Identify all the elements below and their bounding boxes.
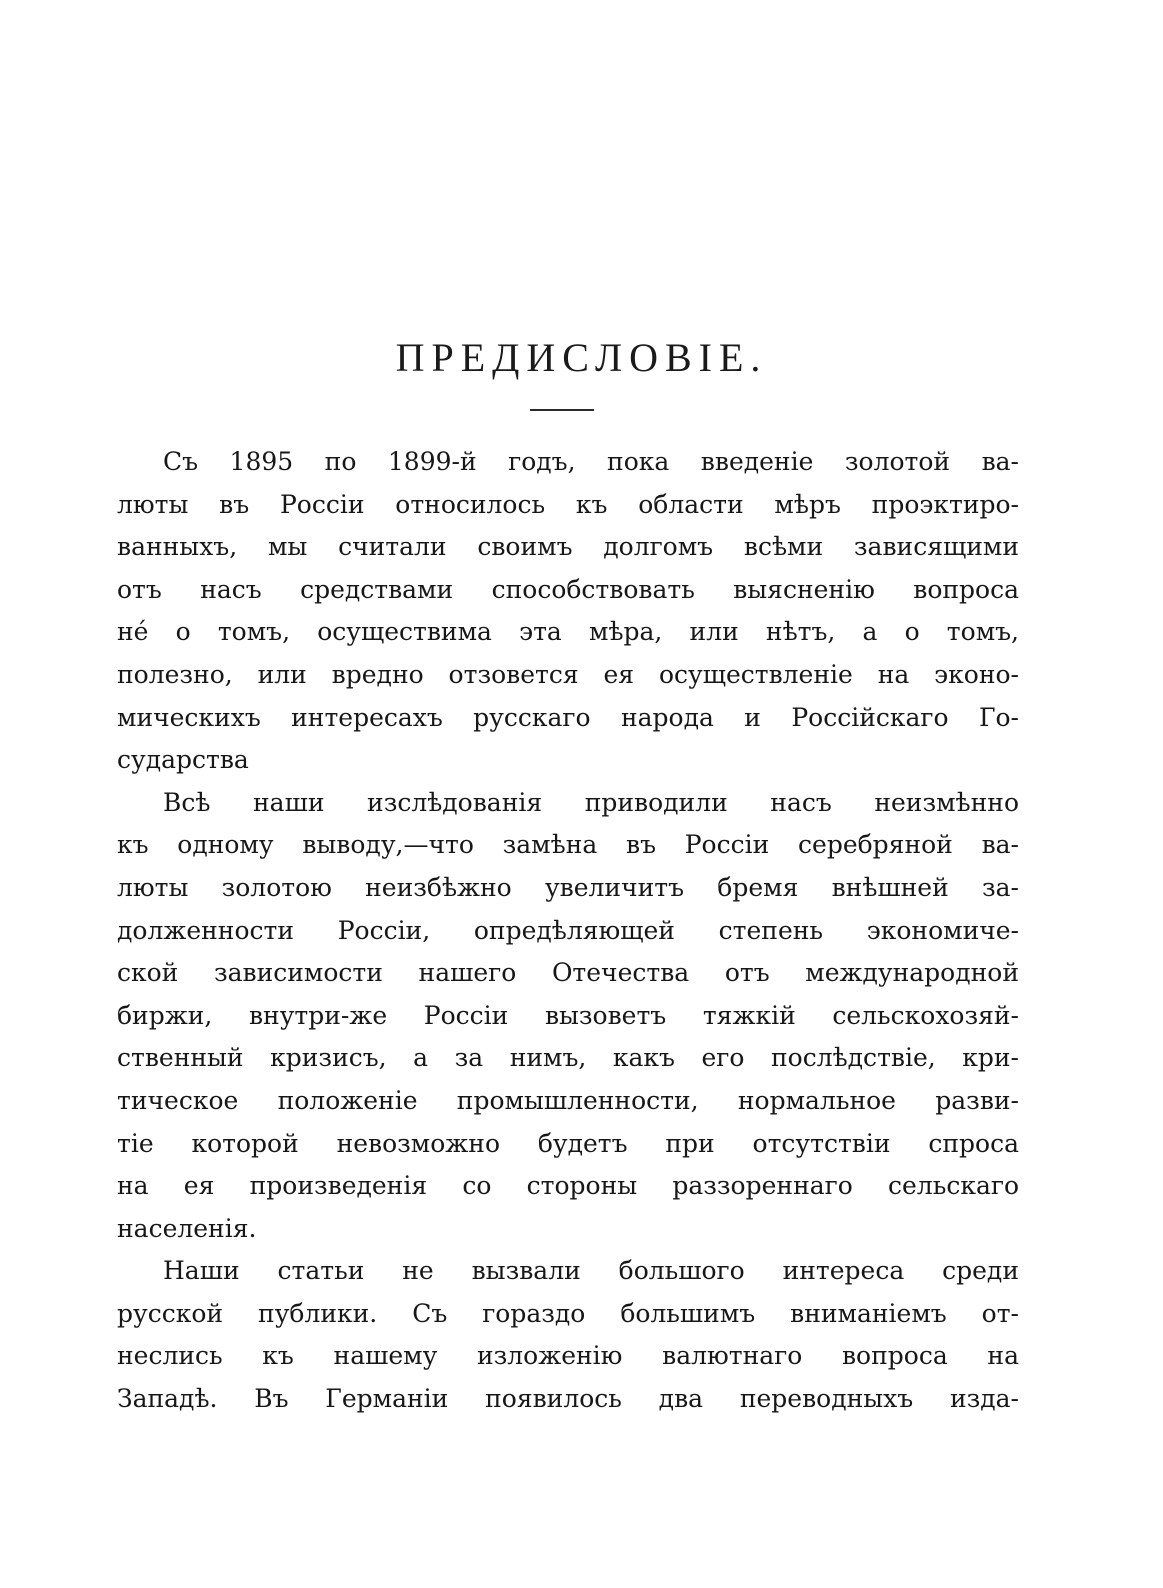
text-line: тическое положеніе промышленности, нормальное разви- (117, 1085, 1019, 1115)
paragraph-1 (117, 441, 1019, 782)
text-line: люты въ Россіи относилось къ области мѣръ проэктиро- (117, 489, 1019, 519)
text-line: къ одному выводу,—что замѣна въ Россіи серебряной ва- (117, 830, 1019, 860)
text-line: нé о томъ, осуществима эта мѣра, или нѣтъ, а о томъ, (117, 617, 1019, 647)
text-line: тіе которой невозможно будетъ при отсутствіи спроса (117, 1128, 1019, 1158)
text-line: полезно, или вредно отзовется ея осуществленіе на эконо- (117, 659, 1019, 689)
text-line: Западѣ. Въ Германіи появилось два переводныхъ изда- (117, 1384, 1019, 1414)
text-line: на ея произведенія со стороны раззореннаго сельскаго (117, 1171, 1019, 1201)
text-line: населенія. (117, 1213, 257, 1243)
text-line: ственный кризисъ, а за нимъ, какъ его послѣдствіе, кри- (117, 1043, 1019, 1073)
text-line: неслись къ нашему изложенію валютнаго вопроса на (117, 1341, 1019, 1371)
title-divider (530, 409, 594, 411)
paragraph-2 (117, 782, 1019, 1251)
text-line: русской публики. Съ гораздо большимъ вниманіемъ от- (117, 1298, 1019, 1328)
text-line: мическихъ интересахъ русскаго народа и Россійскаго Го- (117, 702, 1019, 732)
text-line: люты золотою неизбѣжно увеличитъ бремя внѣшней за- (117, 872, 1019, 902)
text-line: биржи, внутри-же Россіи вызоветъ тяжкій сельскохозяй- (117, 1000, 1019, 1030)
text-line: Наши статьи не вызвали большого интереса среди (163, 1256, 1019, 1286)
text-line: Съ 1895 по 1899-й годъ, пока введеніе золотой ва- (163, 447, 1019, 476)
text-line: ванныхъ, мы считали своимъ долгомъ всѣми зависящими (117, 532, 1019, 562)
preface-text (117, 441, 1019, 1421)
text-line: Всѣ наши изслѣдованія приводили насъ неизмѣнно (163, 787, 1019, 817)
text-line: ской зависимости нашего Отечества отъ международной (117, 958, 1019, 988)
chapter-title: ПРЕДИСЛОВІЕ. (395, 335, 768, 380)
text-line: сударства (117, 745, 249, 775)
text-line: отъ насъ средствами способствовать выясненію вопроса (117, 574, 1019, 604)
text-line: долженности Россіи, опредѣляющей степень экономиче- (117, 915, 1019, 945)
paragraph-3 (117, 1250, 1019, 1420)
